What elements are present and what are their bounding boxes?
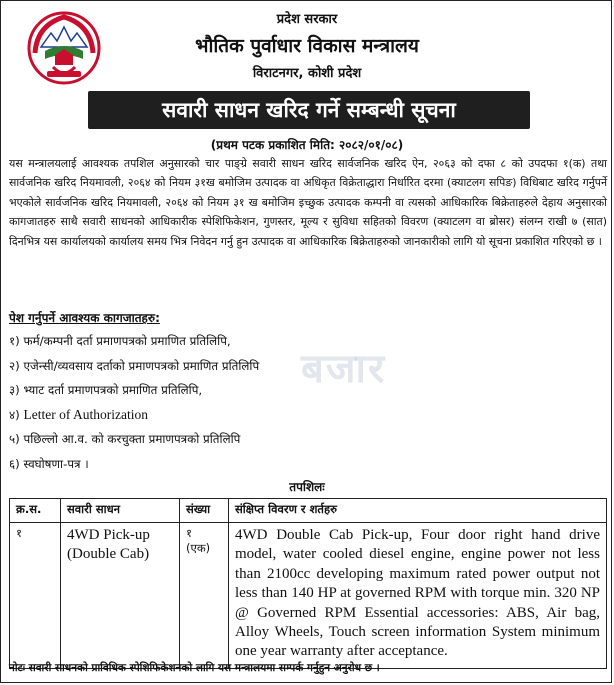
quantity-word: (एक) [186, 541, 211, 555]
list-item: ४) Letter of Authorization [9, 406, 148, 422]
footer-note: नोटः सवारी साधनको प्राविधिक स्पेशिफिकेशनको लागि यस मन्त्रालयमा सम्पर्क गर्नुहुन अनुरोध छ । [9, 662, 380, 674]
notice-body: यस मन्त्रालयलाई आवश्यक तपशिल अनुसारको चार पाङ्ग्रे सवारी साधन खरिद सार्वजनिक खरिद ऐन, २०६३ को दफा ८ को उपदफा १(क) तथा सार्वजनिक खरिद नियमावली, २०६४ को नियम ३१ख बमोजिम उत्पादक वा अधिकृत विक्रेताद्धारा निर्धारित दरमा (क्याटलग सपिङ) विधिबाट खरिद गर्नुपर्ने भएकोले सार्वजनिक खरिद नियमावली, २०६४ को नियम ३१ ख बमोजिम इच्छुक उत्पादक कम्पनी वा त्यसको आधिकारिक बिक्रेताहरुले देहाय अनुसारको कागजातहरु साथै सवारी साधनको आधिकारीक स्पेशिफिकेशन, गुणस्तर, मूल्य र सुविधा सहितको विवरण (क्याटलग वा ब्रोसर) संलग्न राखी ७ (सात) दिनभित्र यस कार्यालयको कार्यालय समय भित्र निवेदन गर्नु हुन उत्पादक वा आधिकारिक बिक्रेताहरुको जानकारीको लागि यो सूचना प्रकाशित गरिएको छ । [9, 157, 607, 248]
list-item: ६) स्वघोषणा-पत्र । [9, 456, 89, 471]
government-title: प्रदेश सरकार [276, 12, 338, 27]
header-serial: क्र.स. [10, 499, 61, 523]
header-description: संक्षिप्त विवरण र शर्तहरु [229, 499, 607, 523]
cell-serial: १ [10, 523, 61, 669]
cell-vehicle: 4WD Pick-up (Double Cab) [61, 523, 180, 669]
table-header-row [10, 499, 607, 523]
table-row [10, 523, 607, 669]
ministry-location: विराटनगर, कोशी प्रदेश [252, 66, 362, 81]
header-vehicle: सवारी साधन [61, 499, 180, 523]
requirements-list [9, 332, 607, 480]
schedule-title: तपशिलः [289, 480, 325, 494]
header-quantity: संख्या [180, 499, 229, 523]
list-item: ३) भ्याट दर्ता प्रमाणपत्रको प्रमाणित प्रतिलिपि, [9, 383, 203, 398]
list-item: २) एजेन्सी/व्यवसाय दर्ताको प्रमाणपत्रको प्रमाणित प्रतिलिपि [9, 358, 260, 373]
watermark: बजार [301, 346, 387, 392]
quantity-number: १ [186, 526, 192, 540]
notice-title-banner: सवारी साधन खरिद गर्ने सम्बन्धी सूचना [88, 91, 530, 129]
ministry-title: भौतिक पुर्वाधार विकास मन्त्रालय [195, 35, 419, 57]
publication-date: (प्रथम पटक प्रकाशित मिति: २०८२/०१/०८) [210, 138, 404, 152]
cell-quantity [180, 523, 229, 669]
list-item: ५) पछिल्लो आ.व. को करचुक्ता प्रमाणपत्रको प्रतिलिपि [9, 432, 241, 447]
specification-table [9, 498, 607, 669]
cell-description: 4WD Double Cab Pick-up, Four door right hand drive model, water cooled diesel engine, engine power not less than 2100cc developing maximum rated power output not less than 140 HP at governed RPM with torque min. 320 NP @ Governed RPM Essential accessories: ABS, Air bag, Alloy Wheels, Touch screen information System minimum one year warranty after acceptance. [229, 523, 607, 669]
requirements-title: पेश गर्नुपर्ने आवश्यक कागजातहरु: [9, 311, 160, 325]
list-item: १) फर्म/कम्पनी दर्ता प्रमाणपत्रको प्रमाणित प्रतिलिपि, [9, 334, 231, 348]
